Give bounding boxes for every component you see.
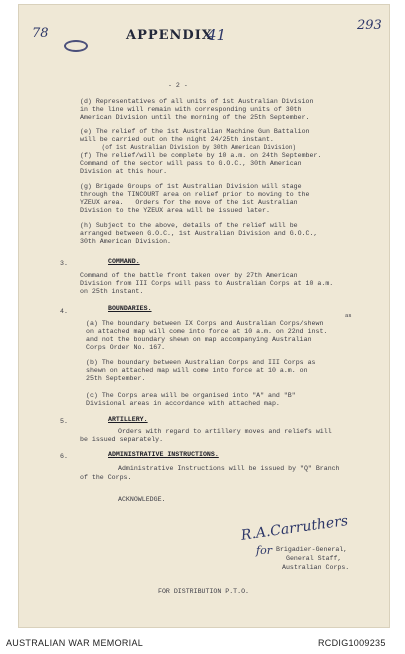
section-5-number: 5. bbox=[60, 418, 68, 425]
section-6-title: ADMINISTRATIVE INSTRUCTIONS. bbox=[108, 451, 219, 458]
distribution-note: FOR DISTRIBUTION P.T.O. bbox=[158, 588, 250, 595]
para-f-line-3: Division at this hour. bbox=[80, 168, 168, 175]
page-marker: - 2 - bbox=[168, 82, 188, 89]
section-4b-line-1: (b) The boundary between Australian Corps and III Corps as bbox=[86, 359, 316, 366]
clip-mark-icon bbox=[64, 40, 88, 52]
signature-line-2: General Staff, bbox=[286, 555, 342, 562]
section-3-line-3: on 25th instant. bbox=[80, 288, 144, 295]
section-4c-line-2: Divisional areas in accordance with attached map. bbox=[86, 400, 280, 407]
section-6-line-2: of the Corps. bbox=[80, 474, 132, 481]
section-3-line-2: Division from III Corps will pass to Australian Corps at 10 a.m. bbox=[80, 280, 334, 287]
section-4a-line-3: and not the boundary shewn on map accompanying Australian bbox=[86, 336, 312, 343]
appendix-stamp: APPENDIX bbox=[126, 28, 213, 43]
signature-line-1: Brigadier-General, bbox=[276, 546, 348, 553]
archive-footer-right: RCDIG1009235 bbox=[318, 638, 386, 648]
para-d-line-2: in the line will remain with corresponding units of 30th bbox=[80, 106, 302, 113]
section-3-title: COMMAND. bbox=[108, 258, 140, 265]
para-h-line-2: arranged between G.O.C., 1st Australian Division and G.O.C., bbox=[80, 230, 318, 237]
section-5-line-2: be issued separately. bbox=[80, 436, 164, 443]
para-g-line-4: Division to the YZEUX area will be issued later. bbox=[80, 207, 270, 214]
section-5-title: ARTILLERY. bbox=[108, 416, 148, 423]
section-4a-line-4: Corps Order No. 167. bbox=[86, 344, 166, 351]
signature-line-3: Australian Corps. bbox=[282, 564, 350, 571]
section-4a-insert: as bbox=[345, 312, 352, 319]
para-d-line-1: (d) Representatives of all units of 1st Australian Division bbox=[80, 98, 314, 105]
page-corner-number: 78 bbox=[32, 26, 49, 41]
section-4-title: BOUNDARIES. bbox=[108, 305, 152, 312]
section-4a-line-1: (a) The boundary between IX Corps and Australian Corps/shewn bbox=[86, 320, 324, 327]
section-3-number: 3. bbox=[60, 260, 68, 267]
para-f-line-1: (f) The relief/will be complete by 10 a.m. on 24th September. bbox=[80, 152, 322, 159]
para-g-line-2: through the TINCOURT area on relief prior to moving to the bbox=[80, 191, 310, 198]
section-3-line-1: Command of the battle front taken over by 27th American bbox=[80, 272, 298, 279]
archive-footer-left: AUSTRALIAN WAR MEMORIAL bbox=[6, 638, 144, 648]
section-6-line-1: Administrative Instructions will be issued by "Q" Branch bbox=[118, 465, 340, 472]
section-4b-line-2: shewn on attached map will come into force at 10 a.m. on bbox=[86, 367, 308, 374]
para-e-insert: (of 1st Australian Division by 30th American Division) bbox=[80, 144, 297, 151]
handwritten-signature: R.A.Carruthers bbox=[240, 512, 350, 544]
section-6-number: 6. bbox=[60, 453, 68, 460]
para-h-line-1: (h) Subject to the above, details of the relief will be bbox=[80, 222, 298, 229]
section-4-number: 4. bbox=[60, 308, 68, 315]
page-number-stamp: 293 bbox=[357, 18, 382, 33]
para-e-line-1: (e) The relief of the 1st Australian Machine Gun Battalion bbox=[80, 128, 310, 135]
section-4a-line-2: on attached map will come into force at 10 a.m. on 22nd inst. bbox=[86, 328, 328, 335]
para-g-line-1: (g) Brigade Groups of 1st Australian Division will stage bbox=[80, 183, 302, 190]
section-5-line-1: Orders with regard to artillery moves and reliefs will bbox=[118, 428, 332, 435]
signature-initial: for bbox=[256, 544, 272, 557]
para-e-line-2: will be carried out on the night 24/25th instant. bbox=[80, 136, 274, 143]
para-h-line-3: 30th American Division. bbox=[80, 238, 172, 245]
appendix-number: 41 bbox=[207, 26, 227, 44]
para-g-line-3: YZEUX area. Orders for the move of the 1st Australian bbox=[80, 199, 298, 206]
section-4b-line-3: 25th September. bbox=[86, 375, 146, 382]
section-4c-line-1: (c) The Corps area will be organised into "A" and "B" bbox=[86, 392, 296, 399]
para-f-line-2: Command of the sector will pass to G.O.C., 30th American bbox=[80, 160, 302, 167]
para-d-line-3: American Division until the morning of the 25th September. bbox=[80, 114, 310, 121]
acknowledge-line: ACKNOWLEDGE. bbox=[118, 496, 166, 503]
